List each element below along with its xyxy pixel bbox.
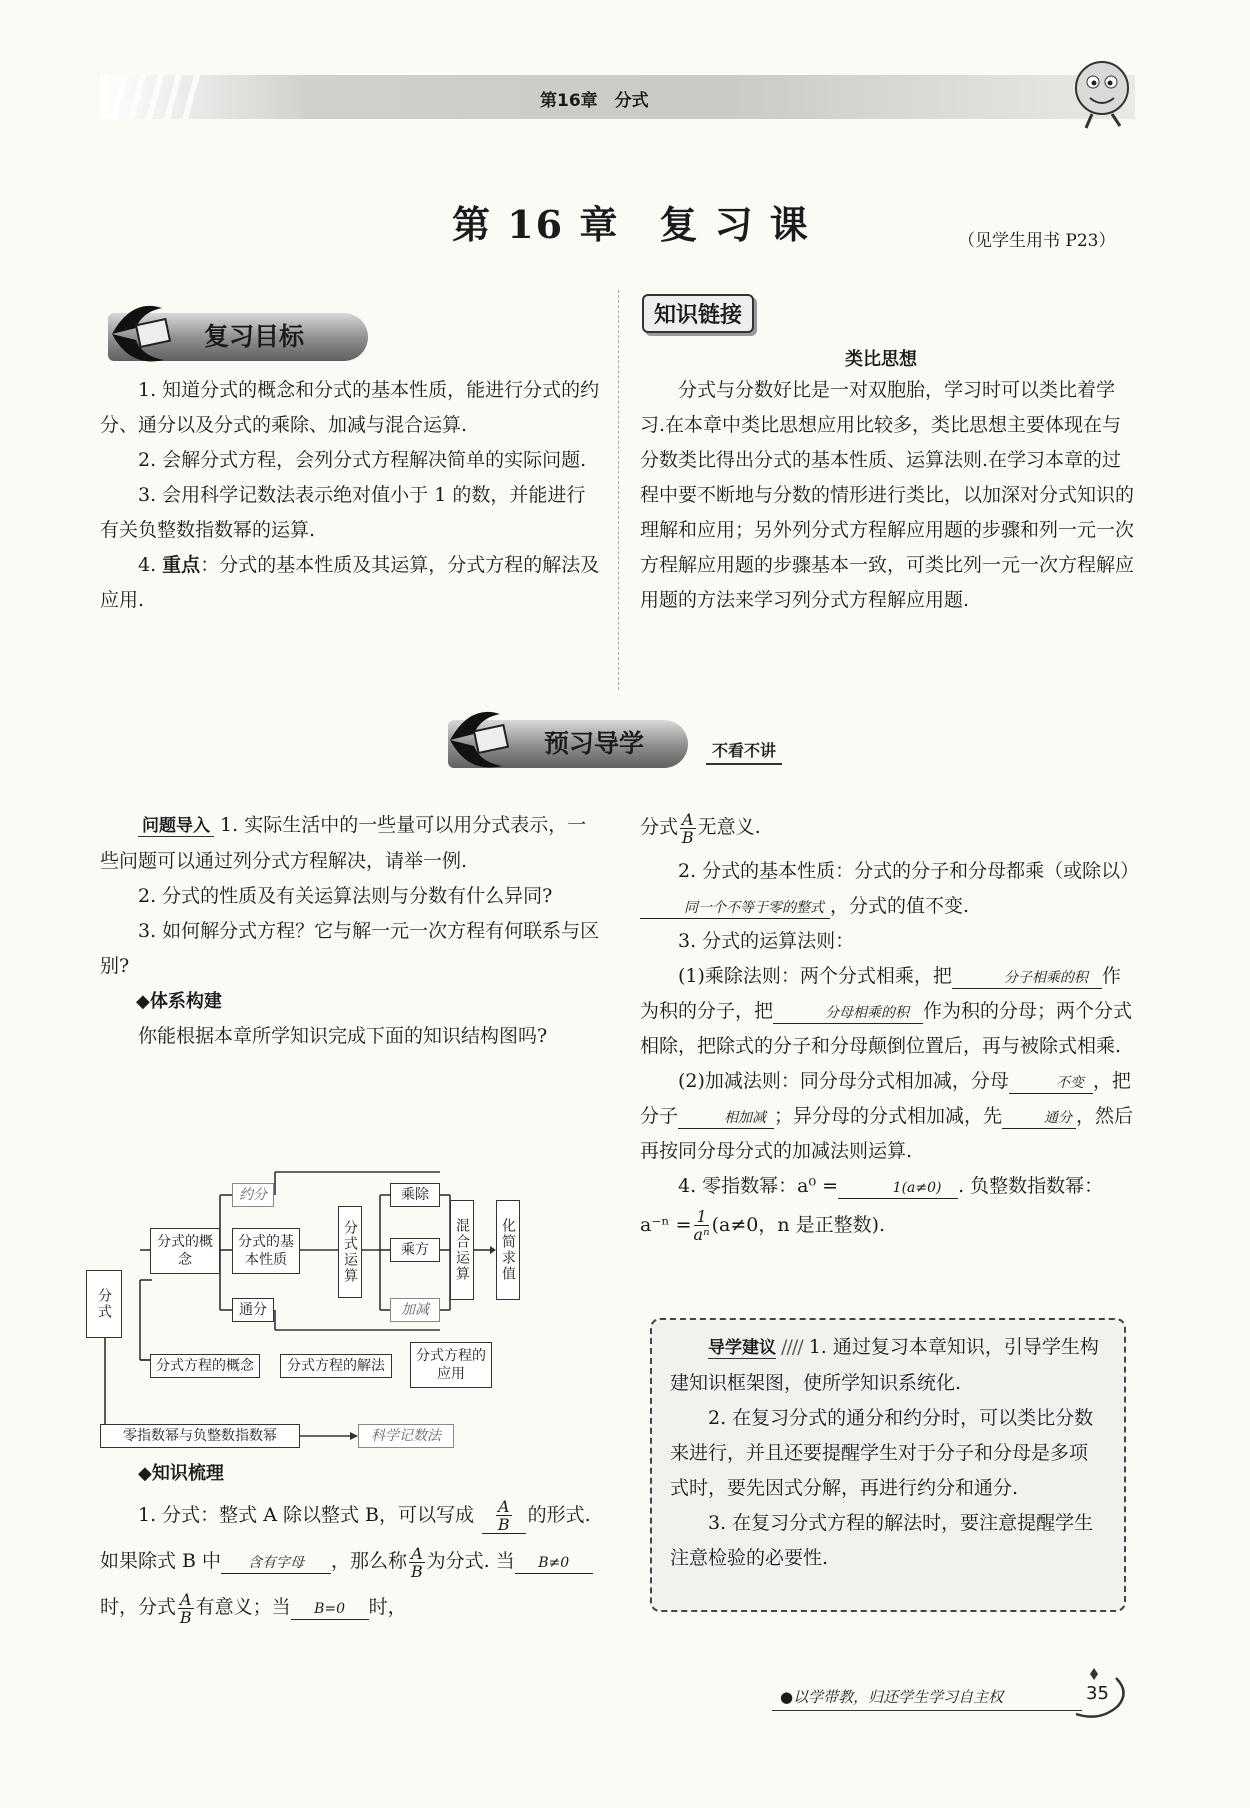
- question-1: 问题导入 1. 实际生活中的一些量可以用分式表示，一些问题可以通过列分式方程解决，请举一例.: [100, 814, 587, 872]
- sorting-item-1: 1. 分式：整式 A 除以整式 B，可以写成 $\frac{A}{B}$ 的形式. 如果除式 B 中 含有字母 ，那么称 $\frac{A}{B}$ 为分式. 当 B≠0时，分式 $\frac{A}{B}$ 有意义；当 B=0 时，: [100, 1492, 600, 1630]
- footer-motto: ●以学带教，归还学生学习自主权: [780, 1688, 1004, 1706]
- guide-tag: 导学建议: [708, 1338, 776, 1358]
- section-emblem-icon: [102, 298, 192, 370]
- node-sci: 科学记数法: [358, 1424, 454, 1448]
- goal-item: 2. 会解分式方程，会列分式方程解决简单的实际问题.: [138, 449, 587, 471]
- goal-item: 4. 重点：分式的基本性质及其运算，分式方程的解法及应用.: [100, 554, 600, 611]
- textbook-reference: （见学生用书 P23）: [958, 231, 1116, 251]
- node-mul: 乘除: [390, 1183, 440, 1207]
- question-2: 2. 分式的性质及有关运算法则与分数有什么异同?: [138, 885, 553, 907]
- mascot-icon: [1062, 52, 1142, 132]
- guide-suggestion-1: 导学建议 //// 1. 通过复习本章知识，引导学生构建知识框架图，使所学知识系统化.: [670, 1336, 1099, 1394]
- preview-tag: 不看不讲: [706, 738, 782, 765]
- node-fenshi: 分式: [86, 1270, 122, 1338]
- guide-suggestion-3: 3. 在复习分式方程的解法时，要注意提醒学生注意检验的必要性.: [670, 1512, 1094, 1569]
- node-exponent: 零指数幂与负整数指数幂: [100, 1424, 300, 1448]
- answer-blank: 不变: [1009, 1073, 1093, 1094]
- sorting-item-2: 2. 分式的基本性质：分式的分子和分母都乘（或除以）同一个不等于零的整式 ，分式的值不变.: [640, 854, 1135, 924]
- column-divider: [618, 290, 619, 690]
- footer-rule: [772, 1710, 1082, 1711]
- sorting-item-1-end: 分式 $\frac{A}{B}$ 无意义.: [640, 809, 761, 847]
- sorting-heading: ◆知识梳理: [138, 1463, 224, 1484]
- guide-suggestion-2: 2. 在复习分式的通分和约分时，可以类比分数来进行，并且还要提醒学生对于分子和分母是多项式时，要先因式分解，再进行约分和通分.: [670, 1407, 1094, 1499]
- node-ops: 分式运算: [338, 1206, 362, 1298]
- preview-heading: 预习导学: [448, 720, 688, 768]
- answer-blank: 相加减: [678, 1108, 774, 1129]
- node-add: 加减: [390, 1298, 440, 1322]
- node-pow: 乘方: [390, 1238, 440, 1262]
- answer-blank: 同一个不等于零的整式: [640, 898, 830, 919]
- node-simplify: 化简求值: [496, 1200, 520, 1300]
- goal-item: 3. 会用科学记数法表示绝对值小于 1 的数，并能进行有关负整数指数幂的运算.: [100, 484, 586, 541]
- sorting-item-4: 4. 零指数幂：a⁰ = 1(a≠0) . 负整数指数幂：: [678, 1174, 1104, 1197]
- answer-blank: B≠0: [515, 1553, 593, 1574]
- review-goals-heading: 复习目标: [108, 313, 368, 361]
- fraction-answer: $\frac{A}{B}$: [482, 1498, 526, 1534]
- fraction: $\frac{A}{B}$: [410, 1543, 423, 1581]
- node-mixed: 混合运算: [450, 1200, 474, 1300]
- system-heading: ◆体系构建: [136, 991, 222, 1012]
- node-eq-solve: 分式方程的解法: [280, 1354, 392, 1378]
- chapter-header: 第16章 分式: [540, 91, 649, 111]
- banner-stripes: [100, 75, 220, 119]
- node-eq-concept: 分式方程的概念: [150, 1354, 260, 1378]
- sorting-item-3-1: (1)乘除法则：两个分式相乘，把 分子相乘的积 作为积的分子，把 分母相乘的积 作为积的分母；两个分式相除，把除式的分子和分母颠倒位置后，再与被除式相乘.: [640, 964, 1133, 1057]
- answer-blank: 1(a≠0): [838, 1178, 958, 1199]
- question-tag: 问题导入: [138, 816, 214, 837]
- analogy-paragraph: 分式与分数好比是一对双胞胎，学习时可以类比着学习.在本章中类比思想应用比较多，类比思想主要体现在与分数类比得出分式的基本性质、运算法则.在学习本章的过程中要不断地与分数的情形进行类比，以加深对分式知识的理解和应用；另外列分式方程解应用题的步骤和列一元一次方程解应用题的步骤基本一致，可类比列一元一次方程解应用题的方法来学习列分式方程解应用题.: [640, 379, 1135, 611]
- node-common: 通分: [232, 1298, 274, 1322]
- sorting-item-3-2: (2)加减法则：同分母分式相加减，分母 不变 ，把分子 相加减 ；异分母的分式相加减，先 通分 ，然后再按同分母分式的加减法则运算.: [640, 1069, 1134, 1162]
- node-property: 分式的基本性质: [232, 1228, 300, 1274]
- knowledge-link-heading: 知识链接: [642, 294, 754, 333]
- answer-blank: 通分: [1002, 1108, 1076, 1129]
- page-title: 第 16 章 复 习 课: [452, 202, 810, 247]
- review-goals-list: [100, 373, 600, 618]
- node-concept: 分式的概念: [150, 1228, 220, 1274]
- sorting-item-3: 3. 分式的运算法则：: [678, 929, 855, 952]
- system-intro: 你能根据本章所学知识完成下面的知识结构图吗?: [138, 1025, 548, 1047]
- goal-item: 1. 知道分式的概念和分式的基本性质，能进行分式的约分、通分以及分式的乘除、加减与混合运算.: [100, 379, 600, 436]
- question-block: [100, 808, 600, 1054]
- diagram-connectors: [100, 1160, 620, 1460]
- answer-blank: 含有字母: [221, 1553, 331, 1574]
- sorting-continued: [640, 809, 1140, 1244]
- page-number: 35: [1086, 1683, 1109, 1704]
- guide-content: [670, 1330, 1106, 1576]
- answer-blank: 分母相乘的积: [773, 1003, 923, 1024]
- question-3: 3. 如何解分式方程？它与解一元一次方程有何联系与区别?: [100, 920, 600, 977]
- analogy-subtitle: 类比思想: [845, 349, 917, 370]
- fraction: $\frac{1}{\text{aⁿ}}$: [693, 1207, 710, 1244]
- node-reduce: 约分: [232, 1183, 274, 1207]
- fraction: $\frac{A}{B}$: [681, 809, 694, 847]
- negative-exponent-formula: a⁻ⁿ = $\frac{1}{\text{aⁿ}}$ (a≠0，n 是正整数).: [640, 1207, 886, 1244]
- node-eq-apply: 分式方程的应用: [410, 1342, 492, 1388]
- answer-blank: 分子相乘的积: [952, 968, 1102, 989]
- fraction: $\frac{A}{B}$: [179, 1589, 192, 1627]
- answer-blank: B=0: [291, 1599, 369, 1620]
- section-emblem-icon: [440, 704, 530, 776]
